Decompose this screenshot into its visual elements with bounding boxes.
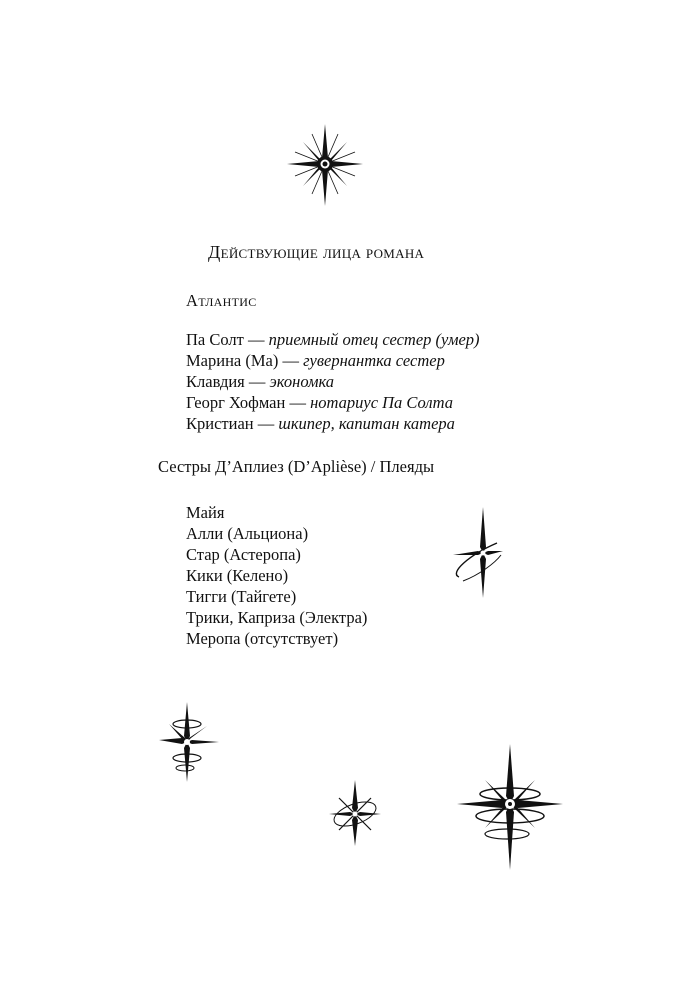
list-item: Кики (Келено) (186, 566, 289, 585)
atlantis-list (186, 329, 480, 434)
list-item: Алли (Альциона) (186, 524, 309, 543)
sparkle-star-icon (325, 778, 385, 848)
list-item: Трики, Каприза (Электра) (186, 608, 368, 627)
list-item: Па Солт — приемный отец сестер (умер) (186, 330, 480, 349)
sparkle-star-icon (155, 700, 225, 785)
list-item: Кристиан — шкипер, капитан катера (186, 414, 455, 433)
sisters-list (186, 502, 367, 649)
list-item: Майя (186, 503, 225, 522)
list-item: Меропа (отсутствует) (186, 629, 339, 648)
section-heading-sisters: Сестры Д’Аплиез (D’Aplièse) / Плеяды (158, 457, 435, 476)
sparkle-star-icon (455, 742, 565, 872)
section-heading-atlantis: Атлантис (186, 291, 257, 310)
list-item: Тигги (Тайгете) (186, 587, 297, 606)
sparkle-star-icon (445, 505, 505, 600)
list-item: Стар (Астеропа) (186, 545, 301, 564)
compass-star-icon (285, 120, 365, 210)
list-item: Георг Хофман — нотариус Па Солта (186, 393, 453, 412)
list-item: Клавдия — экономка (186, 372, 335, 391)
page-title: Действующие лица романа (208, 242, 425, 262)
list-item: Марина (Ма) — гувернантка сестер (186, 351, 445, 370)
